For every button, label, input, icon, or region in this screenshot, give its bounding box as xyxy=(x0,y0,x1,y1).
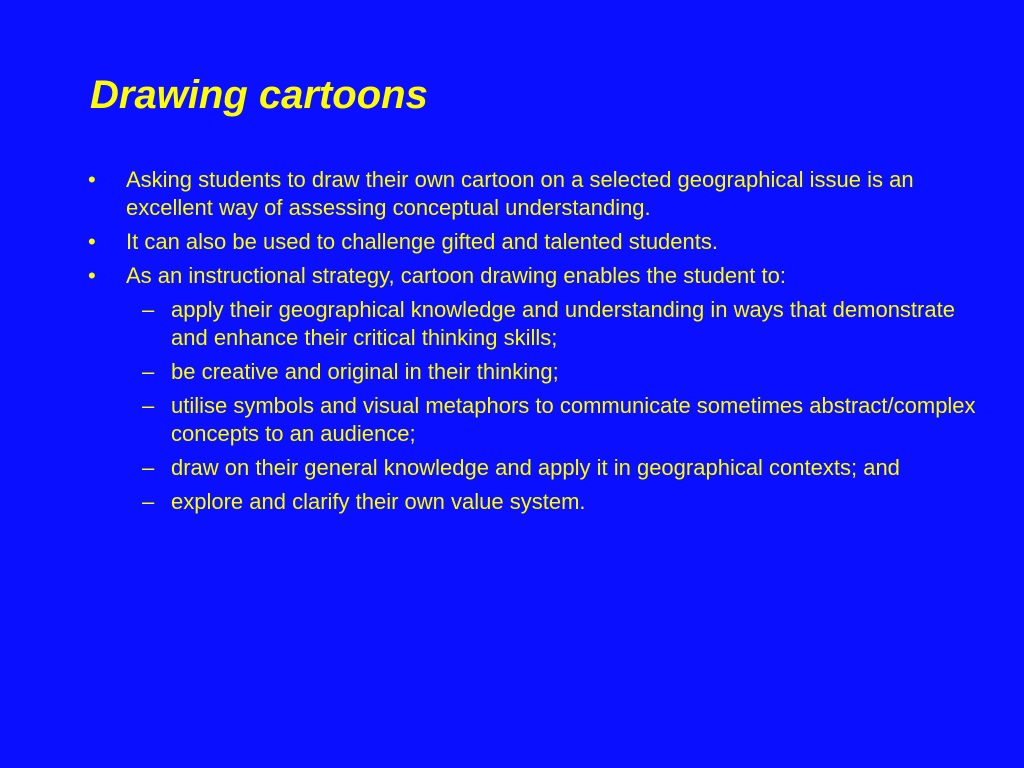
sub-bullet-text: draw on their general knowledge and apply it in geographical contexts; and xyxy=(171,455,900,480)
bullet-item xyxy=(0,166,946,222)
sub-bullet-item xyxy=(0,488,981,516)
dash-marker: – xyxy=(142,359,155,384)
bullet-text: As an instructional strategy, cartoon drawing enables the student to: xyxy=(126,263,786,288)
bullet-marker: • xyxy=(88,229,96,254)
sub-bullet-item xyxy=(0,392,981,448)
dash-marker: – xyxy=(142,393,155,418)
dash-marker: – xyxy=(142,455,155,480)
sub-bullet-item xyxy=(0,358,981,386)
dash-marker: – xyxy=(142,489,155,514)
bullet-text: Asking students to draw their own cartoon on a selected geographical issue is an excellent way of assessing conceptual understanding. xyxy=(126,167,914,220)
sub-bullet-item xyxy=(0,454,981,482)
sub-bullet-item xyxy=(0,296,981,352)
slide-content xyxy=(0,166,1024,522)
sub-bullet-text: be creative and original in their thinking; xyxy=(171,359,559,384)
sub-bullet-text: apply their geographical knowledge and understanding in ways that demonstrate and enhance their critical thinking skills; xyxy=(171,297,955,350)
dash-marker: – xyxy=(142,297,155,322)
bullet-text: It can also be used to challenge gifted and talented students. xyxy=(126,229,718,254)
sub-bullet-text: explore and clarify their own value system. xyxy=(171,489,586,514)
bullet-marker: • xyxy=(88,263,96,288)
slide-title: Drawing cartoons xyxy=(90,73,428,117)
bullet-item xyxy=(0,228,946,256)
sub-bullet-text: utilise symbols and visual metaphors to communicate sometimes abstract/complex concepts to an audience; xyxy=(171,393,976,446)
bullet-marker: • xyxy=(88,167,96,192)
bullet-item xyxy=(0,262,946,290)
